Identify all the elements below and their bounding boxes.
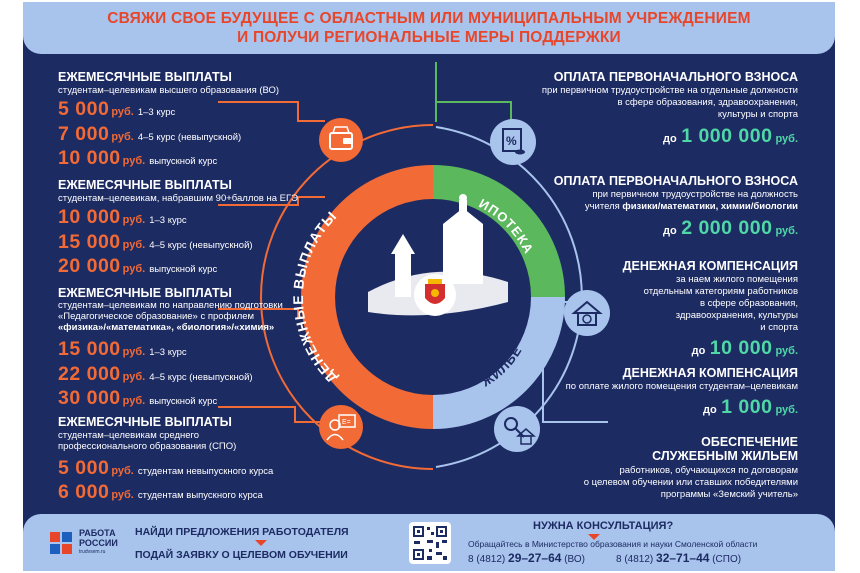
currency: руб. xyxy=(122,214,146,226)
key-house-icon xyxy=(494,406,540,452)
prefix: до xyxy=(663,133,677,145)
right4-line1: по оплате жилого помещения студентам–целевикам xyxy=(565,381,798,392)
right1-line2: в сфере образования, здравоохранения, xyxy=(617,97,798,108)
block3-subtitle-1: студентам–целевикам по направлению подготовки xyxy=(58,300,283,311)
block3-subtitle-2: «Педагогическое образование» с профилем xyxy=(58,311,255,322)
arc-label-cash: ДЕНЕЖНЫЕ ВЫПЛАТЫ xyxy=(289,207,340,387)
poster xyxy=(23,2,835,571)
right3-line3: в сфере образования, xyxy=(699,298,798,309)
right3-line5: и спорта xyxy=(760,322,798,333)
block3-title: ЕЖЕМЕСЯЧНЫЕ ВЫПЛАТЫ xyxy=(58,286,232,300)
header-title-line1: СВЯЖИ СВОЕ БУДУЩЕЕ С ОБЛАСТНЫМ ИЛИ МУНИЦИПАЛЬНЫМ УЧРЕЖДЕНИЕМ xyxy=(107,10,751,27)
course-label: выпускной курс xyxy=(149,396,218,407)
block1-row-2 xyxy=(58,123,241,146)
rabota-rossii-logo[interactable] xyxy=(48,528,138,560)
course-label: выпускной курс xyxy=(149,156,218,167)
block2-row-3 xyxy=(58,255,217,278)
percent-document-icon xyxy=(490,119,536,165)
right1-line3: культуры и спорта xyxy=(717,109,798,120)
amount: 10 000 xyxy=(709,337,773,359)
block4-subtitle-1: студентам–целевикам среднего xyxy=(58,430,200,441)
course-label: студентам выпускного курса xyxy=(137,490,263,501)
apply-link[interactable]: ПОДАЙ ЗАЯВКУ О ЦЕЛЕВОМ ОБУЧЕНИИ xyxy=(135,549,348,561)
course-label: 4–5 курс (невыпускной) xyxy=(149,240,253,251)
header-title-line2: И ПОЛУЧИ РЕГИОНАЛЬНЫЕ МЕРЫ ПОДДЕРЖКИ xyxy=(237,29,621,46)
amount: 6 000 xyxy=(58,481,110,503)
right2-amount xyxy=(663,217,798,240)
right5-line2: о целевом обучении или ставших победителями xyxy=(583,477,798,488)
connector-line-1 xyxy=(218,102,325,121)
right3-line1: за наем жилого помещения xyxy=(676,274,798,285)
find-offers-link[interactable]: НАЙДИ ПРЕДЛОЖЕНИЯ РАБОТОДАТЕЛЯ xyxy=(135,526,349,538)
qr-code-icon[interactable] xyxy=(409,522,451,564)
course-label: 4–5 курс (невыпускной) xyxy=(137,132,242,143)
logo-text-2: РОССИИ xyxy=(79,538,118,548)
consultation-title: НУЖНА КОНСУЛЬТАЦИЯ? xyxy=(533,520,674,532)
block2-title: ЕЖЕМЕСЯЧНЫЕ ВЫПЛАТЫ xyxy=(58,178,232,192)
amount: 1 000 xyxy=(721,396,773,418)
currency: руб. xyxy=(122,239,146,251)
amount: 5 000 xyxy=(58,98,110,120)
footer-banner xyxy=(23,514,835,571)
right5-line3: программы «Земский учитель» xyxy=(660,489,798,500)
house-money-icon xyxy=(564,290,610,336)
currency: руб. xyxy=(111,489,134,501)
currency: руб. xyxy=(111,131,134,143)
amount: 22 000 xyxy=(58,363,121,385)
currency: руб. xyxy=(775,133,798,145)
block3-row-3 xyxy=(58,387,217,410)
right1-line1: при первичном трудоустройстве на отдельные должности xyxy=(541,85,798,96)
right3-line4: здравоохранения, культуры xyxy=(675,310,798,321)
currency: руб. xyxy=(122,263,146,275)
right1-title: ОПЛАТА ПЕРВОНАЧАЛЬНОГО ВЗНОСА xyxy=(553,70,798,84)
currency: руб. xyxy=(122,346,146,358)
right3-amount xyxy=(692,337,798,360)
amount: 7 000 xyxy=(58,123,110,145)
course-label: 1–3 курс xyxy=(149,347,187,358)
right2-line2: учителя физики/математики, химии/биологии xyxy=(584,201,798,212)
logo-text-1: РАБОТА xyxy=(79,528,116,538)
right5-line1: работников, обучающихся по договорам xyxy=(619,465,798,476)
block2-subtitle: студентам–целевикам, набравшим 90+баллов на ЕГЭ xyxy=(58,193,298,204)
currency: руб. xyxy=(122,395,146,407)
logo-text-3: trudvsem.ru xyxy=(79,549,106,555)
amount: 30 000 xyxy=(58,387,121,409)
prefix: до xyxy=(702,404,717,416)
amount: 1 000 000 xyxy=(681,125,773,147)
teacher-icon xyxy=(319,405,363,449)
right3-title: ДЕНЕЖНАЯ КОМПЕНСАЦИЯ xyxy=(622,259,798,273)
currency: руб. xyxy=(775,345,798,357)
block3-subtitle-3: «физика»/«математика», «биология»/«химия» xyxy=(58,322,275,333)
connector-line-4 xyxy=(218,407,325,422)
svg-text:%: % xyxy=(506,134,517,148)
prefix: до xyxy=(663,225,677,237)
amount: 15 000 xyxy=(58,338,121,360)
right5-title-2: СЛУЖЕБНЫМ ЖИЛЬЕМ xyxy=(652,449,798,463)
currency: руб. xyxy=(111,106,134,118)
right5-title-1: ОБЕСПЕЧЕНИЕ xyxy=(701,435,798,449)
arc-label-mortgage: ИПОТЕКА xyxy=(476,195,537,257)
block3-row-2 xyxy=(58,363,253,386)
right1-amount xyxy=(663,125,798,148)
block1-row-3 xyxy=(58,147,217,170)
right4-amount xyxy=(703,396,798,419)
course-label: студентам невыпускного курса xyxy=(137,466,274,477)
consultation-text: Обращайтесь в Министерство образования и науки Смоленской области xyxy=(468,539,758,549)
amount: 10 000 xyxy=(58,147,121,169)
chevron-down-icon xyxy=(255,540,267,546)
amount: 5 000 xyxy=(58,457,110,479)
block3-row-1 xyxy=(58,338,187,361)
amount: 20 000 xyxy=(58,255,121,277)
amount: 2 000 000 xyxy=(681,217,773,239)
amount: 15 000 xyxy=(58,231,121,253)
course-label: выпускной курс xyxy=(149,264,218,275)
block4-title: ЕЖЕМЕСЯЧНЫЕ ВЫПЛАТЫ xyxy=(58,415,232,429)
arc-housing xyxy=(433,297,548,412)
right3-line2: отдельным категориям работников xyxy=(643,286,798,297)
wallet-icon xyxy=(319,118,363,162)
block4-row-1 xyxy=(58,457,273,480)
currency: руб. xyxy=(122,155,146,167)
currency: руб. xyxy=(775,404,798,416)
currency: руб. xyxy=(122,371,146,383)
prefix: до xyxy=(691,345,706,357)
course-label: 1–3 курс xyxy=(149,215,187,226)
block1-title: ЕЖЕМЕСЯЧНЫЕ ВЫПЛАТЫ xyxy=(58,70,232,84)
logo-mark-icon xyxy=(48,530,76,558)
block1-row-1 xyxy=(58,98,175,121)
phone-spo[interactable]: 8 (4812) 32–71–44 (СПО) xyxy=(616,551,742,565)
amount: 10 000 xyxy=(58,206,121,228)
course-label: 4–5 курс (невыпускной) xyxy=(149,372,253,383)
arc-label-housing: ЖИЛЬЕ xyxy=(478,343,525,390)
currency: руб. xyxy=(111,465,134,477)
block1-subtitle: студентам–целевикам высшего образования (ВО) xyxy=(58,85,280,96)
currency: руб. xyxy=(775,225,798,237)
svg-text:E=: E= xyxy=(342,419,351,426)
right2-line1: при первичном трудоустройстве на должность xyxy=(592,189,798,200)
block4-subtitle-2: профессионального образования (СПО) xyxy=(58,441,237,452)
block2-row-1 xyxy=(58,206,187,229)
course-label: 1–3 курс xyxy=(137,107,176,118)
block2-row-2 xyxy=(58,231,253,254)
phone-vo[interactable]: 8 (4812) 29–27–64 (ВО) xyxy=(468,551,585,565)
right2-title: ОПЛАТА ПЕРВОНАЧАЛЬНОГО ВЗНОСА xyxy=(553,174,798,188)
block4-row-2 xyxy=(58,481,263,504)
right4-title: ДЕНЕЖНАЯ КОМПЕНСАЦИЯ xyxy=(622,366,798,380)
